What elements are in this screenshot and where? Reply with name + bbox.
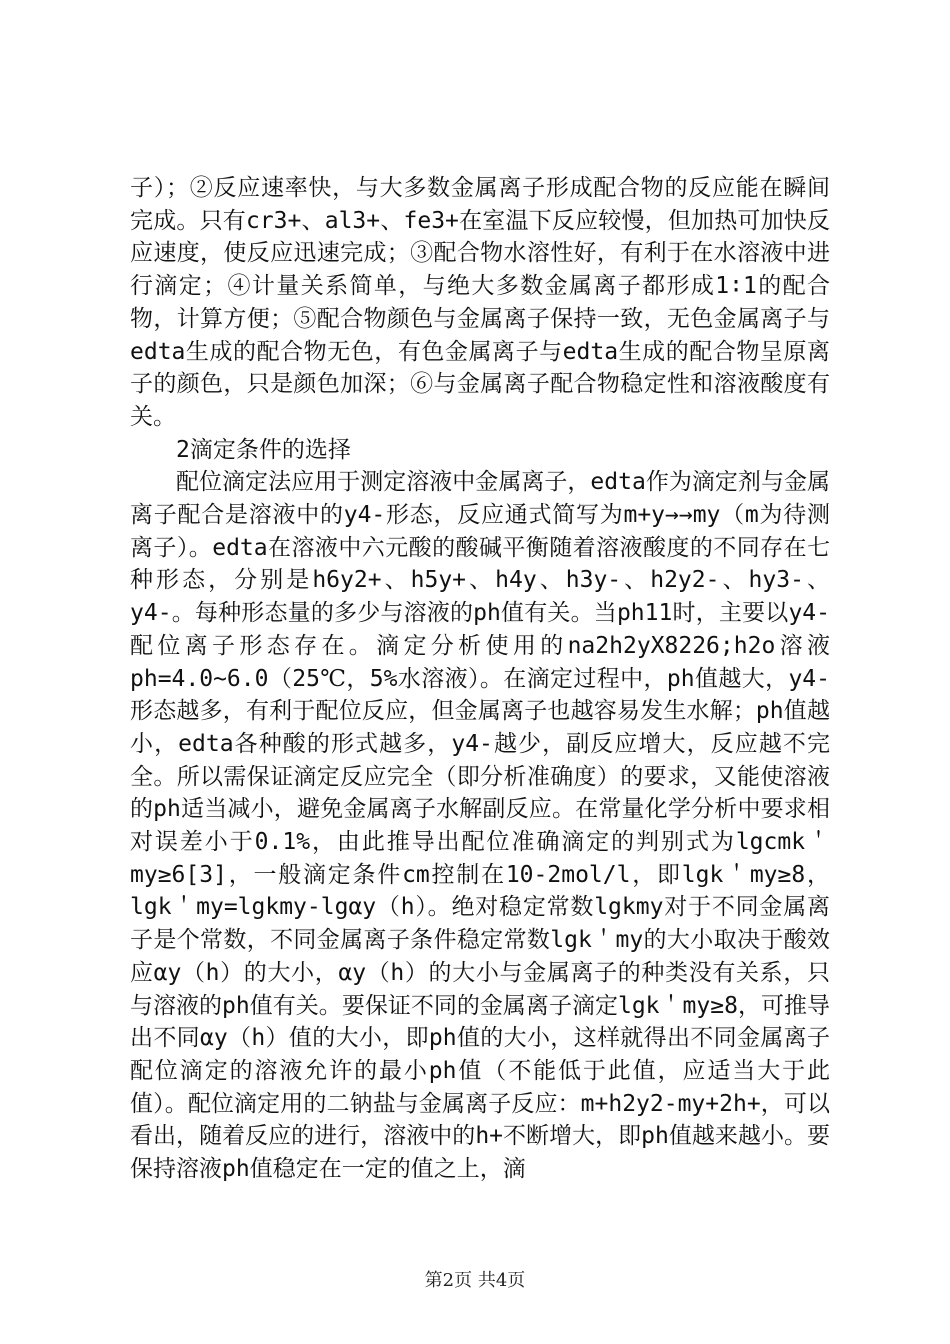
page-number-label: 第2页 共4页	[424, 1270, 526, 1291]
body-paragraph-2: 配位滴定法应用于测定溶液中金属离子，edta作为滴定剂与金属离子配合是溶液中的y4-形态，反应通式简写为m+y→→my（m为待测离子）。edta在溶液中六元酸的酸碱平衡随着溶液酸度的不同存在七种形态，分别是h6y2+、h5y+、h4y、h3y-、h2y2-、hy3-、y4-。每种形态量的多少与溶液的ph值有关。当ph11时，主要以y4-配位离子形态存在。滴定分析使用的na2h2yX8226;h2o溶液ph=4.0~6.0（25℃，5%水溶液）。在滴定过程中，ph值越大，y4-形态越多，有利于配位反应，但金属离子也越容易发生水解；ph值越小，edta各种酸的形式越多，y4-越少，副反应增大，反应越不完全。所以需保证滴定反应完全（即分析准确度）的要求，又能使溶液的ph适当减小，避免金属离子水解副反应。在常量化学分析中要求相对误差小于0.1%，由此推导出配位准确滴定的判别式为lgcmk＇my≥6[3]，一般滴定条件cm控制在10-2mol/l，即lgk＇my≥8，lgk＇my=lgkmy-lgαy（h）。绝对稳定常数lgkmy对于不同金属离子是个常数，不同金属离子条件稳定常数lgk＇my的大小取决于酸效应αy（h）的大小，αy（h）的大小与金属离子的种类没有关系，只与溶液的ph值有关。要保证不同的金属离子滴定lgk＇my≥8，可推导出不同αy（h）值的大小，即ph值的大小，这样就得出不同金属离子配位滴定的溶液允许的最小ph值（不能低于此值，应适当大于此值）。配位滴定用的二钠盐与金属离子反应：m+h2y2-my+2h+，可以看出，随着反应的进行，溶液中的h+不断增大，即ph值越来越小。要保持溶液ph值稳定在一定的值之上，滴	[130, 469, 830, 1183]
page-footer	[0, 1266, 950, 1292]
section-heading: 2滴定条件的选择	[176, 436, 351, 463]
document-body	[130, 172, 830, 1186]
body-paragraph-1: 子）；②反应速率快，与大多数金属离子形成配合物的反应能在瞬间完成。只有cr3+、al3+、fe3+在室温下反应较慢，但加热可加快反应速度，使反应迅速完成；③配合物水溶性好，有利于在水溶液中进行滴定；④计量关系简单，与绝大多数金属离子都形成1∶1的配合物，计算方便；⑤配合物颜色与金属离子保持一致，无色金属离子与edta生成的配合物无色，有色金属离子与edta生成的配合物呈原离子的颜色，只是颜色加深；⑥与金属离子配合物稳定性和溶液酸度有关。	[130, 175, 830, 430]
